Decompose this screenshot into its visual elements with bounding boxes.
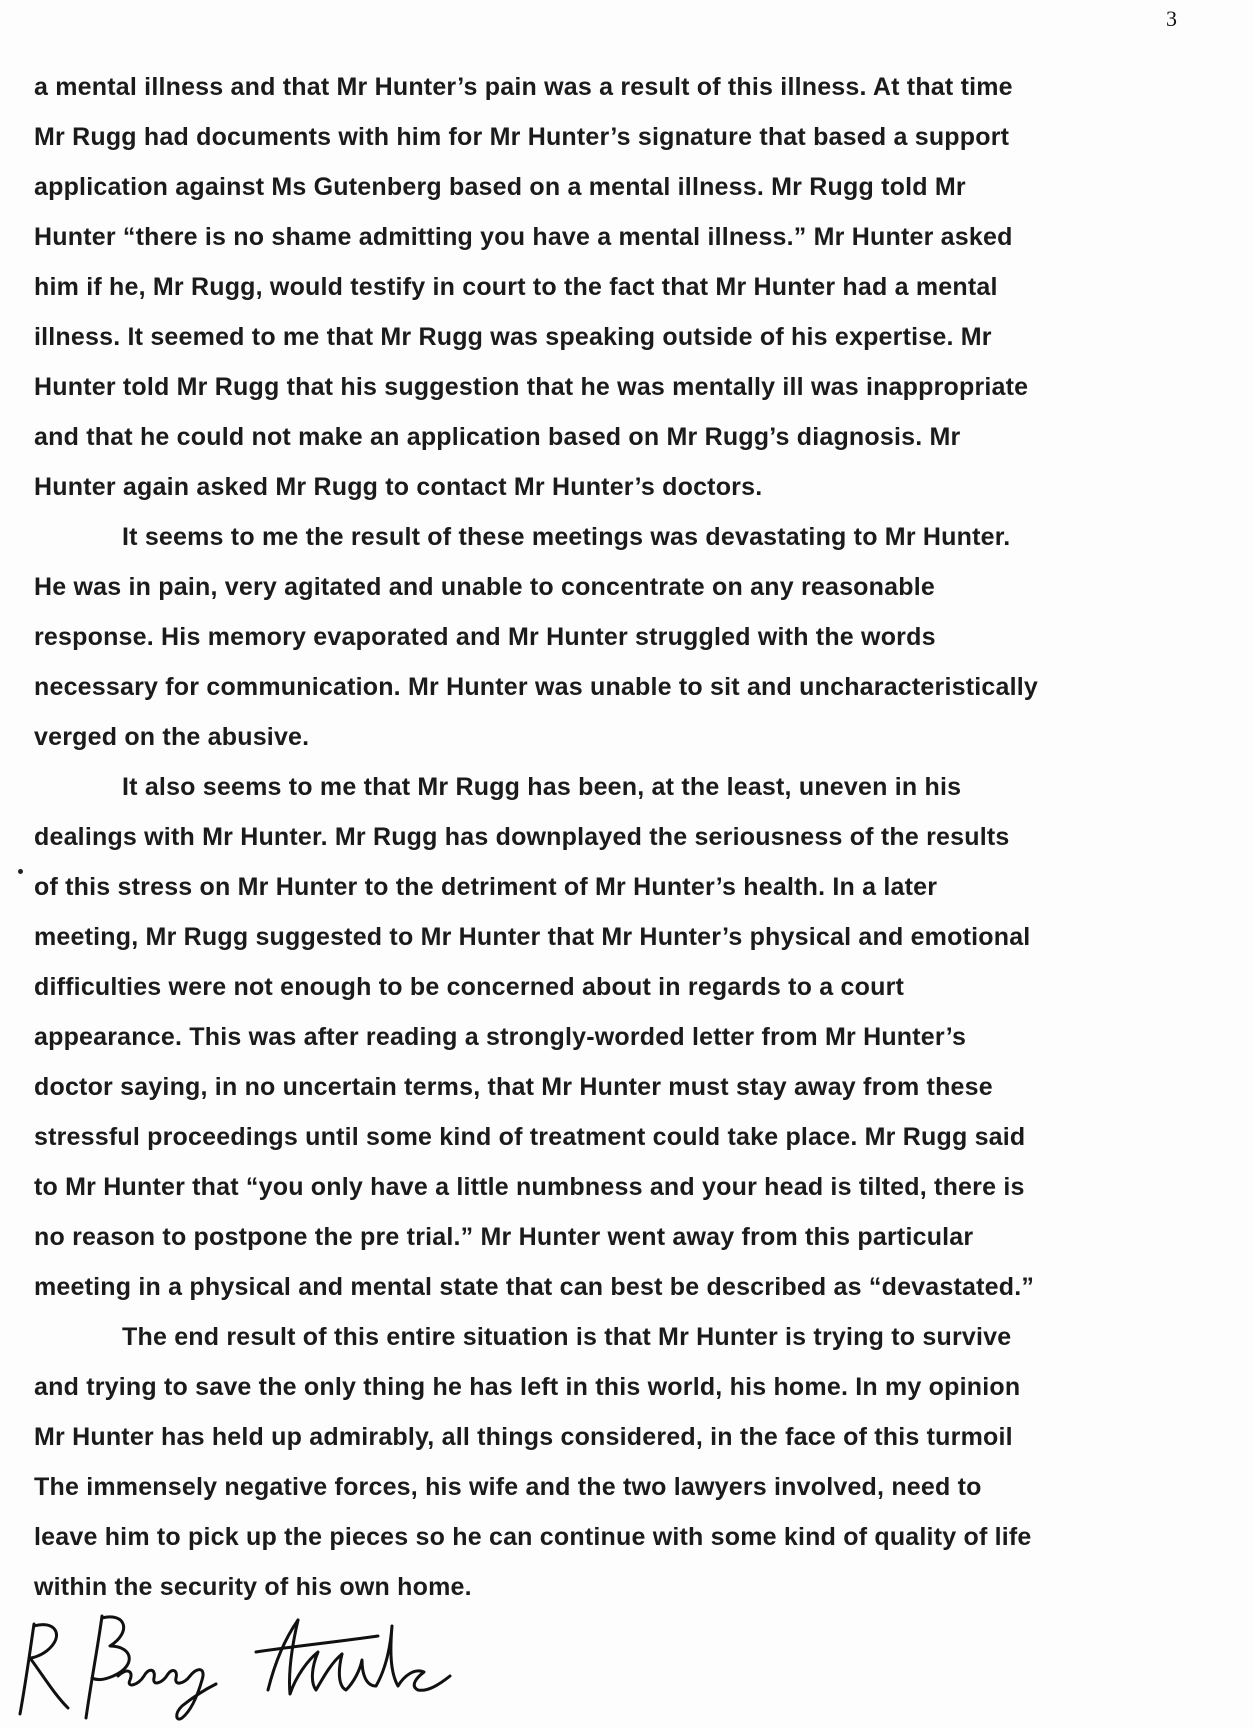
text-line: stressful proceedings until some kind of treatment could take place. Mr Rugg said bbox=[34, 1123, 1026, 1151]
page-number: 3 bbox=[1166, 6, 1177, 31]
text-line: and that he could not make an application based on Mr Rugg’s diagnosis. Mr bbox=[34, 423, 961, 451]
text-line: illness. It seemed to me that Mr Rugg was speaking outside of his expertise. Mr bbox=[34, 323, 992, 351]
text-line: leave him to pick up the pieces so he can continue with some kind of quality of life bbox=[34, 1523, 1032, 1551]
text-line: meeting in a physical and mental state that can best be described as “devastated.” bbox=[34, 1273, 1035, 1301]
text-line: Mr Hunter has held up admirably, all things considered, in the face of this turmoil bbox=[34, 1423, 1013, 1451]
text-line: The end result of this entire situation is that Mr Hunter is trying to survive bbox=[122, 1323, 1012, 1351]
text-line: Hunter told Mr Rugg that his suggestion that he was mentally ill was inappropriate bbox=[34, 373, 1029, 401]
text-line: appearance. This was after reading a strongly-worded letter from Mr Hunter’s bbox=[34, 1023, 967, 1051]
text-line: him if he, Mr Rugg, would testify in court to the fact that Mr Hunter had a mental bbox=[34, 273, 998, 301]
text-line: Hunter again asked Mr Rugg to contact Mr Hunter’s doctors. bbox=[34, 473, 763, 501]
text-line: It seems to me the result of these meetings was devastating to Mr Hunter. bbox=[122, 523, 1011, 551]
text-line: dealings with Mr Hunter. Mr Rugg has downplayed the seriousness of the results bbox=[34, 823, 1010, 851]
text-line: to Mr Hunter that “you only have a little numbness and your head is tilted, there is bbox=[34, 1173, 1025, 1201]
text-line: no reason to postpone the pre trial.” Mr Hunter went away from this particular bbox=[34, 1223, 974, 1251]
text-line: verged on the abusive. bbox=[34, 723, 310, 751]
text-line: necessary for communication. Mr Hunter was unable to sit and uncharacteristically bbox=[34, 673, 1038, 701]
paragraph-2 bbox=[34, 512, 1214, 762]
text-line: of this stress on Mr Hunter to the detriment of Mr Hunter’s health. In a later bbox=[34, 873, 938, 901]
text-line: It also seems to me that Mr Rugg has been, at the least, uneven in his bbox=[122, 773, 962, 801]
text-line: Mr Rugg had documents with him for Mr Hunter’s signature that based a support bbox=[34, 123, 1010, 151]
text-line: Hunter “there is no shame admitting you have a mental illness.” Mr Hunter asked bbox=[34, 223, 1013, 251]
text-line: application against Ms Gutenberg based on a mental illness. Mr Rugg told Mr bbox=[34, 173, 966, 201]
paragraph-4 bbox=[34, 1312, 1214, 1612]
text-line: difficulties were not enough to be concerned about in regards to a court bbox=[34, 973, 905, 1001]
text-line: He was in pain, very agitated and unable to concentrate on any reasonable bbox=[34, 573, 935, 601]
text-line: The immensely negative forces, his wife and the two lawyers involved, need to bbox=[34, 1473, 982, 1501]
handwritten-signature bbox=[6, 1606, 476, 1728]
text-line: doctor saying, in no uncertain terms, that Mr Hunter must stay away from these bbox=[34, 1073, 993, 1101]
text-line: and trying to save the only thing he has left in this world, his home. In my opinion bbox=[34, 1373, 1021, 1401]
text-line: meeting, Mr Rugg suggested to Mr Hunter that Mr Hunter’s physical and emotional bbox=[34, 923, 1031, 951]
paragraph-3 bbox=[34, 762, 1214, 1312]
margin-mark bbox=[18, 869, 23, 874]
document-body bbox=[34, 62, 1214, 1612]
text-line: response. His memory evaporated and Mr Hunter struggled with the words bbox=[34, 623, 936, 651]
text-line: a mental illness and that Mr Hunter’s pain was a result of this illness. At that time bbox=[34, 73, 1013, 101]
text-line: within the security of his own home. bbox=[34, 1573, 472, 1601]
paragraph-1 bbox=[34, 62, 1214, 512]
